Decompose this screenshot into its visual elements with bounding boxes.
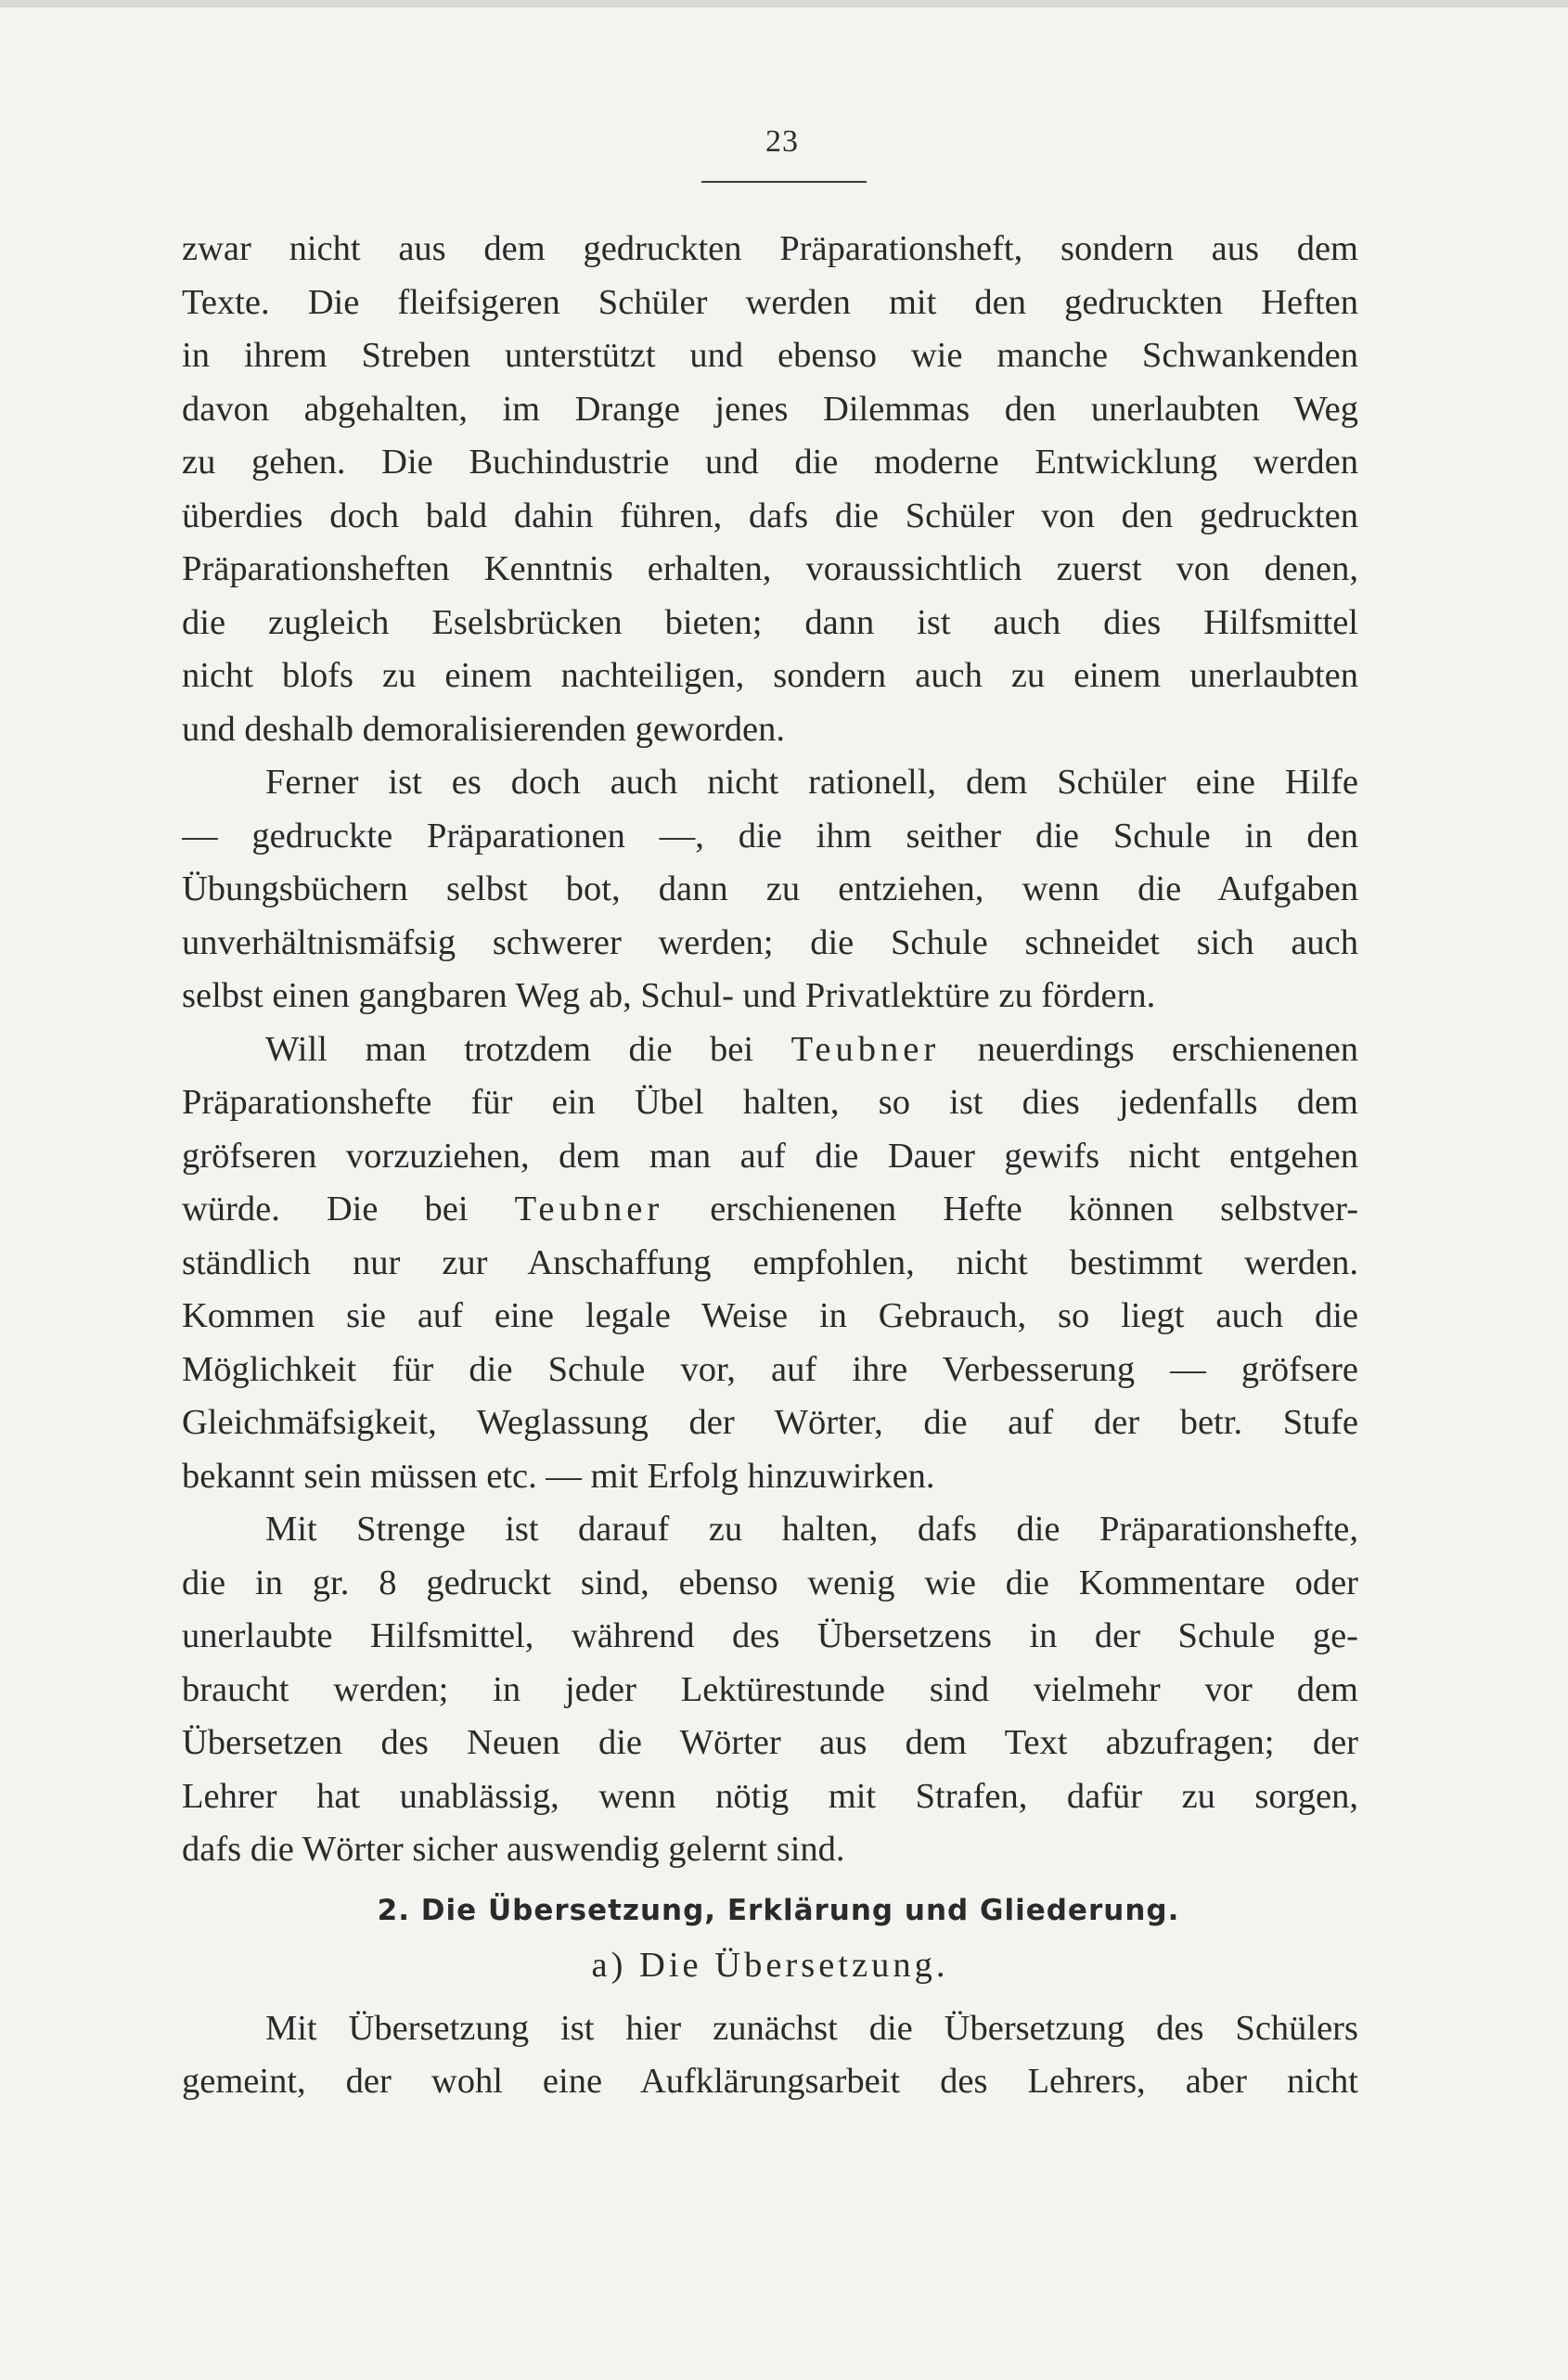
text-line: Mit Strenge ist darauf zu halten, dafs die Präparationshefte, (265, 1510, 1358, 1549)
text-line: Ferner ist es doch auch nicht rationell, dem Schüler eine Hilfe (265, 763, 1358, 802)
text-line: Kommen sie auf eine legale Weise in Gebrauch, so liegt auch die (182, 1296, 1358, 1335)
text-line: unerlaubte Hilfsmittel, während des Übersetzens in der Schule ge- (182, 1616, 1358, 1655)
text-line: die in gr. 8 gedruckt sind, ebenso wenig wie die Kommentare oder (182, 1563, 1358, 1602)
text-line: Übungsbüchern selbst bot, dann zu entziehen, wenn die Aufgaben (182, 869, 1358, 908)
text-line: Texte. Die fleifsigeren Schüler werden mit den gedruckten Heften (182, 282, 1358, 322)
text-line: bekannt sein müssen etc. — mit Erfolg hinzuwirken. (182, 1456, 935, 1496)
paragraph-uebersetzung (182, 2002, 1358, 2109)
paragraph-strenge (182, 1503, 1358, 1877)
text-line: Präparationsheften Kenntnis erhalten, voraussichtlich zuerst von denen, (182, 549, 1358, 588)
text-segment: erschienenen Hefte können selbstver- (710, 1190, 1358, 1229)
text-line: Mit Übersetzung ist hier zunächst die Übersetzung des Schülers (265, 2008, 1358, 2048)
text-line: nicht blofs zu einem nachteiligen, sondern auch zu einem unerlaubten (182, 656, 1358, 695)
text-line: zu gehen. Die Buchindustrie und die moderne Entwicklung werden (182, 443, 1358, 482)
text-segment: würde. Die bei (182, 1190, 469, 1229)
text-line: Präparationshefte für ein Übel halten, so ist dies jedenfalls dem (182, 1083, 1358, 1122)
paragraph-ferner (182, 756, 1358, 1023)
paragraph-continuation (182, 223, 1358, 756)
text-line: Gleichmäfsigkeit, Weglassung der Wörter, die auf der betr. Stufe (182, 1403, 1358, 1442)
page-number: 23 (765, 124, 799, 159)
text-line: — gedruckte Präparationen —, die ihm seither die Schule in den (182, 816, 1358, 856)
paragraph-teubner (182, 1023, 1358, 1504)
text-line: unverhältnismäfsig schwerer werden; die Schule schneidet sich auch (182, 922, 1358, 962)
text-line: die zugleich Eselsbrücken bieten; dann ist auch dies Hilfsmittel (182, 602, 1358, 642)
text-line: überdies doch bald dahin führen, dafs die Schüler von den gedruckten (182, 495, 1358, 535)
subsection-heading: a) Die Übersetzung. (591, 1946, 949, 1985)
text-line: zwar nicht aus dem gedruckten Präparationsheft, sondern aus dem (182, 229, 1358, 268)
text-line: gemeint, der wohl eine Aufklärungsarbeit des Lehrers, aber nicht (182, 2062, 1358, 2101)
text-segment: Will man trotzdem die bei (265, 1029, 754, 1069)
page-number-rule (701, 181, 867, 183)
text-line (182, 1023, 1358, 1077)
text-line: und deshalb demoralisierenden geworden. (182, 709, 786, 749)
text-line: dafs die Wörter sicher auswendig gelernt sind. (182, 1830, 845, 1869)
body-text (182, 223, 1358, 2109)
text-segment: neuerdings erschienenen (977, 1029, 1358, 1069)
text-line: selbst einen gangbaren Weg ab, Schul- und Privatlektüre zu fördern. (182, 976, 1156, 1015)
text-line: Lehrer hat unablässig, wenn nötig mit Strafen, dafür zu sorgen, (182, 1776, 1358, 1816)
page-top-edge (0, 0, 1568, 7)
section-heading: 2. Die Übersetzung, Erklärung und Gliederung. (377, 1893, 1180, 1927)
text-line: davon abgehalten, im Drange jenes Dilemmas den unerlaubten Weg (182, 389, 1358, 429)
text-line: gröfseren vorzuziehen, dem man auf die Dauer gewifs nicht entgehen (182, 1136, 1358, 1176)
text-line: Möglichkeit für die Schule vor, auf ihre Verbesserung — gröfsere (182, 1349, 1358, 1389)
publisher-name: Teubner (790, 1029, 941, 1069)
text-line: in ihrem Streben unterstützt und ebenso wie manche Schwankenden (182, 336, 1358, 375)
text-line: braucht werden; in jeder Lektürestunde sind vielmehr vor dem (182, 1669, 1358, 1709)
publisher-name: Teubner (514, 1190, 664, 1229)
text-line: ständlich nur zur Anschaffung empfohlen, nicht bestimmt werden. (182, 1242, 1358, 1282)
text-line (182, 1183, 1358, 1237)
text-line: Übersetzen des Neuen die Wörter aus dem Text abzufragen; der (182, 1723, 1358, 1762)
